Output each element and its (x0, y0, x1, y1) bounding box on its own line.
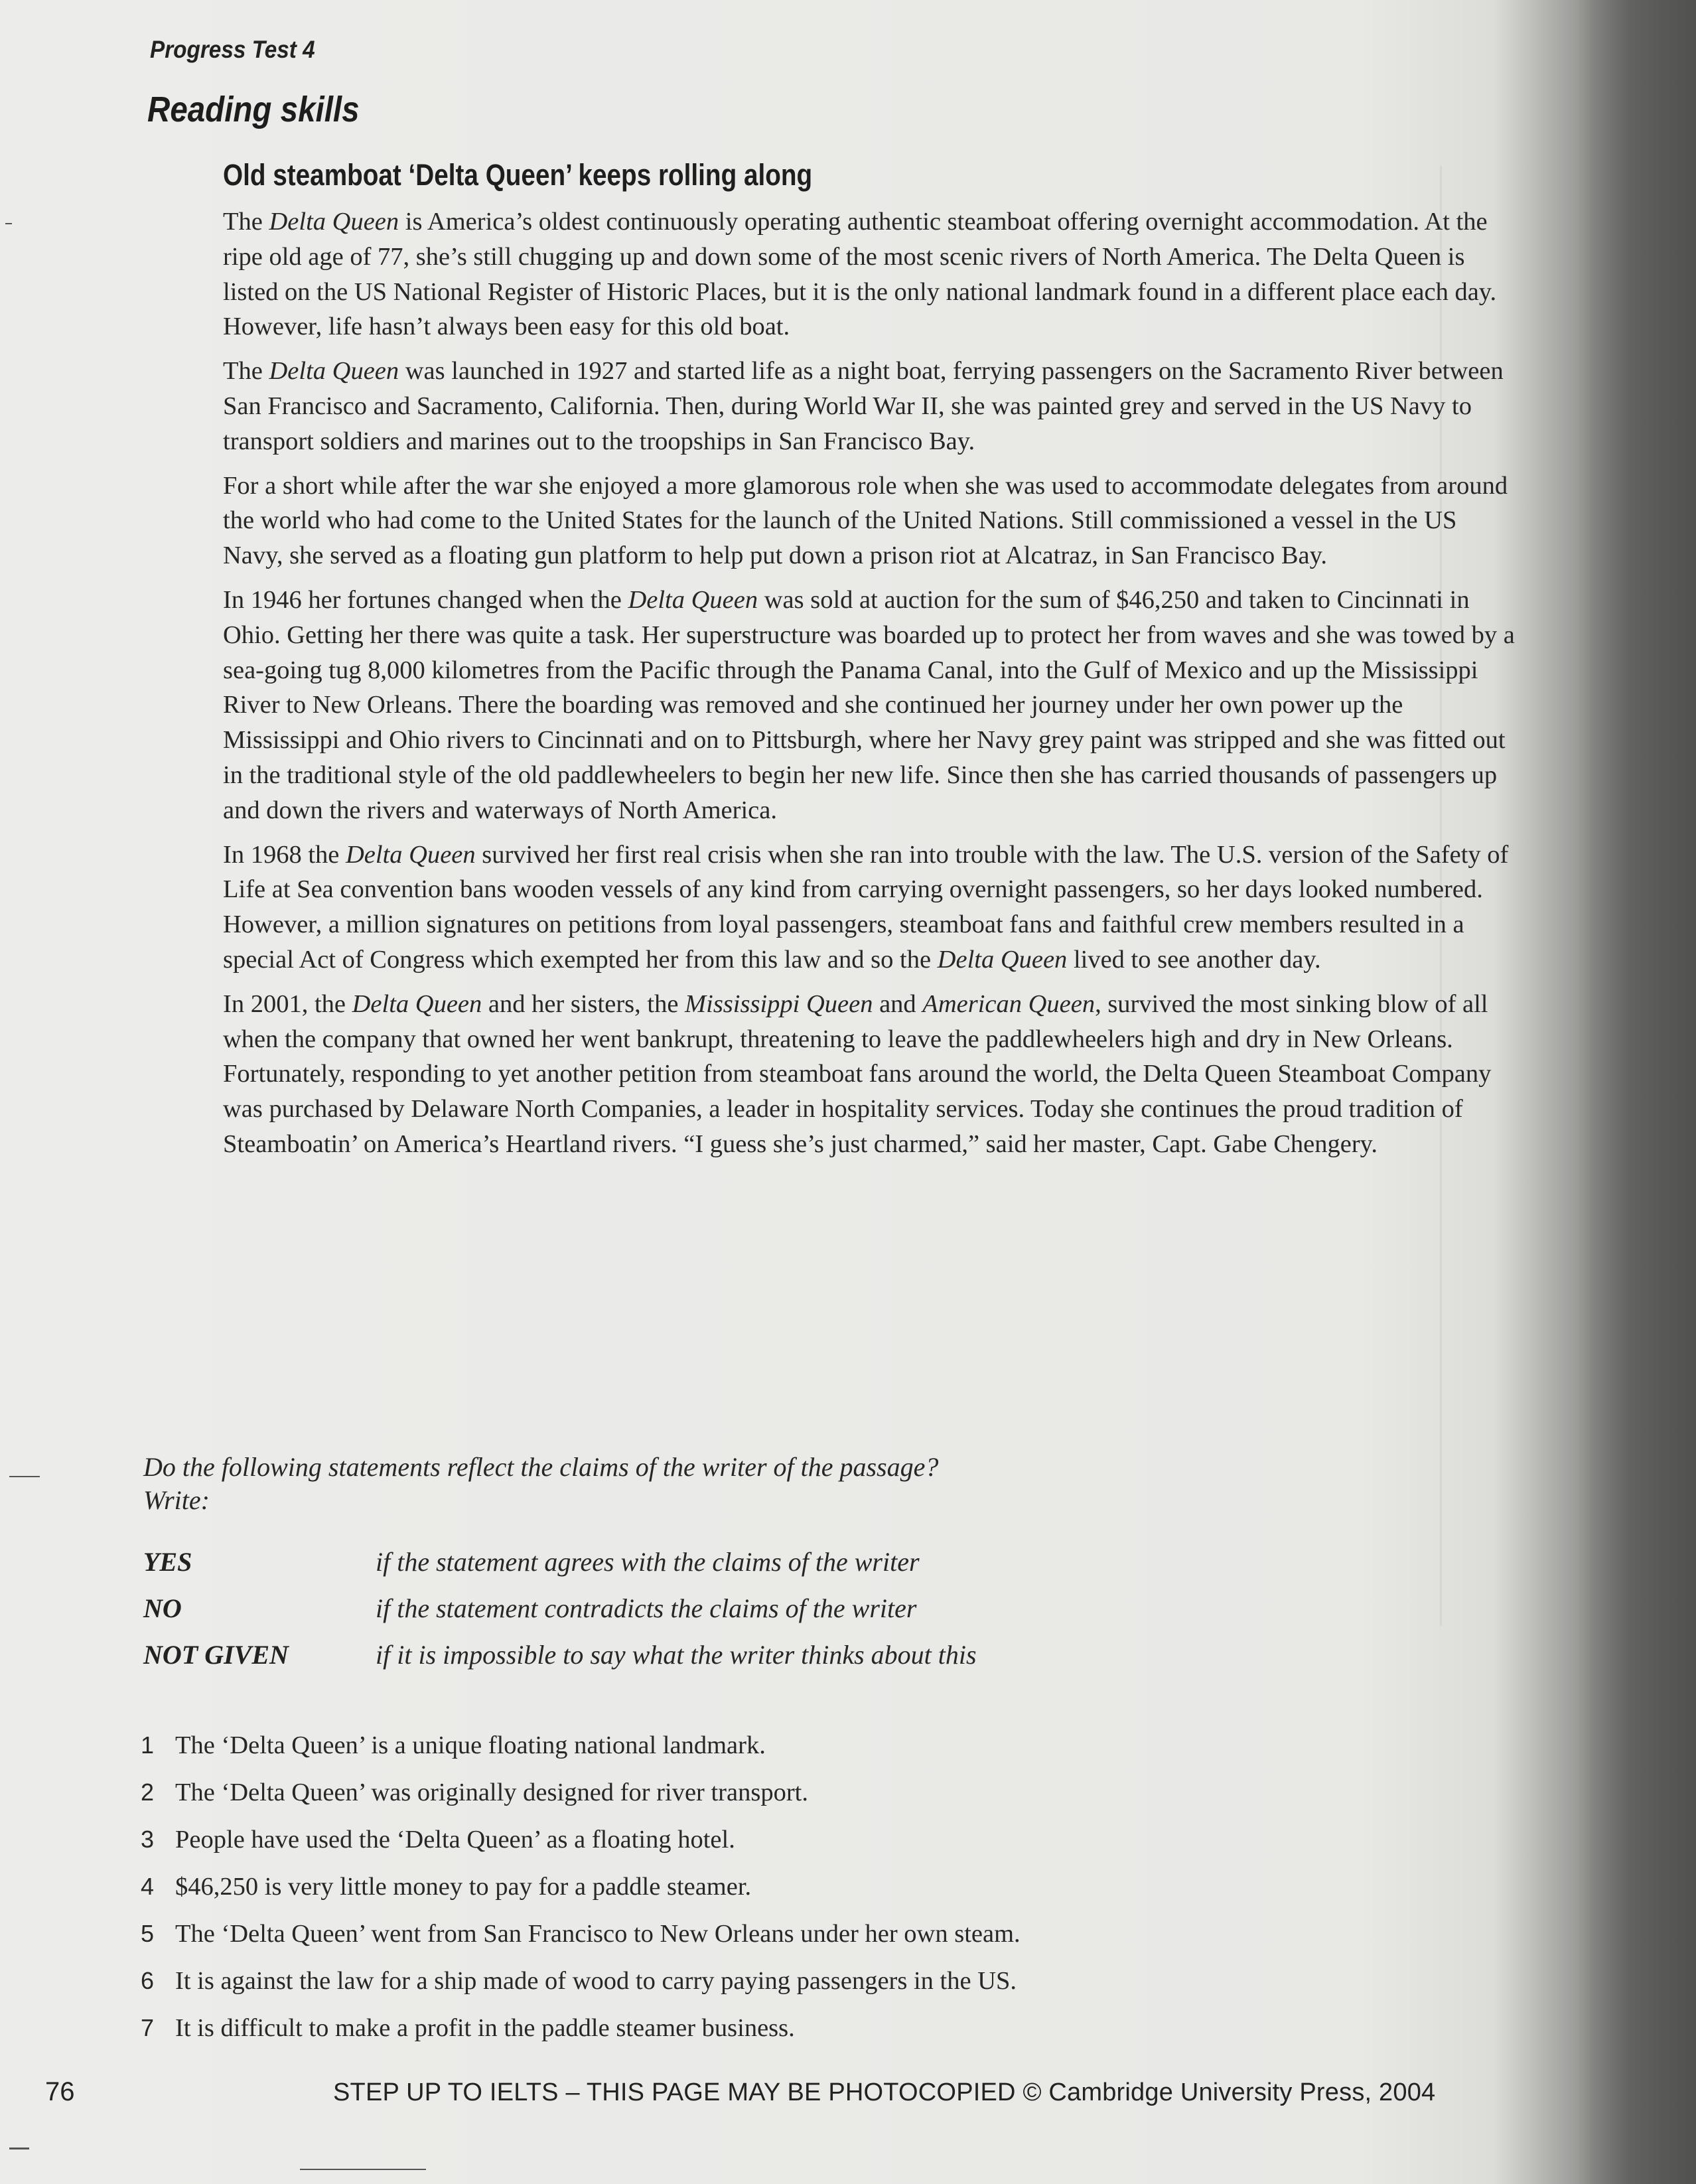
question-number: 3 (141, 1825, 155, 1853)
key-row (143, 1585, 1338, 1631)
key-term: NOT GIVEN (143, 1639, 289, 1670)
scan-mark (300, 2169, 426, 2170)
question-item (141, 1769, 1401, 1816)
question-number: 6 (141, 1966, 155, 1994)
question-item (141, 2004, 1401, 2051)
question-number: 7 (141, 2013, 155, 2041)
copyright-notice: STEP UP TO IELTS – THIS PAGE MAY BE PHOTOCOPIED © Cambridge University Press, 2004 (333, 2078, 1436, 2106)
article-paragraph: For a short while after the war she enjoyed a more glamorous role when she was used to accommodate delegates from around the world who had come to the United States for the launch of the United Nations. Still commissioned a vessel in the US Navy, she served as a floating gun platform to help put down a prison riot at Alcatraz, in San Francisco Bay. (223, 471, 1508, 570)
article-paragraph: The Delta Queen was launched in 1927 and started life as a night boat, ferrying passengers on the Sacramento River between San Francisco and Sacramento, California. Then, during World War II, she was painted grey and served in the US Navy to transport soldiers and marines out to the troopships in San Francisco Bay. (223, 357, 1504, 455)
article-paragraph: The Delta Queen is America’s oldest continuously operating authentic steamboat offering overnight accommodation. At the ripe old age of 77, she’s still chugging up and down some of the most scenic rivers of North America. The Delta Queen is listed on the US National Register of Historic Places, but it is the only national landmark found in a different place each day. However, life hasn’t always been easy for this old boat. (223, 208, 1497, 341)
question-item (141, 1957, 1401, 2004)
running-head: Progress Test 4 (150, 36, 315, 63)
article-paragraph: In 1968 the Delta Queen survived her first real crisis when she ran into trouble with the law. The U.S. version of the Safety of Life at Sea convention bans wooden vessels of any kind from carrying overnight passengers, so her days looked numbered. However, a million signatures on petitions from loyal passengers, steamboat fans and faithful crew members resulted in a special Act of Congress which exempted her from this law and so the Delta Queen lived to see another day. (223, 840, 1509, 974)
article-title: Old steamboat ‘Delta Queen’ keeps rolling along (223, 158, 813, 192)
question-text: The ‘Delta Queen’ was originally designed for river transport. (175, 1778, 808, 1806)
task-instructions (143, 1451, 1338, 1517)
question-item (141, 1721, 1401, 1769)
question-text: It is difficult to make a profit in the paddle steamer business. (175, 2013, 795, 2042)
page-number: 76 (45, 2077, 75, 2106)
question-text: People have used the ‘Delta Queen’ as a floating hotel. (175, 1825, 735, 1854)
article-paragraph: In 1946 her fortunes changed when the Delta Queen was sold at auction for the sum of $46,250 and taken to Cincinnati in Ohio. Getting her there was quite a task. Her superstructure was boarded up to protect her from waves and she was towed by a sea-going tug 8,000 kilometres from the Pacific through the Panama Canal, into the Gulf of Mexico and up the Mississippi River to New Orleans. There the boarding was removed and she continued her journey under her own power up the Mississippi and Ohio rivers to Cincinnati and on to Pittsburgh, where her Navy grey paint was stripped and she was fitted out in the traditional style of the old paddlewheelers to begin her new life. Since then she has carried thousands of passengers up and down the rivers and waterways of North America. (223, 585, 1515, 824)
key-term: NO (143, 1593, 182, 1623)
scan-mark (9, 1476, 40, 1477)
answer-key-legend (143, 1538, 1338, 1678)
article-paragraph: In 2001, the Delta Queen and her sisters, the Mississippi Queen and American Queen, survived the most sinking blow of all when the company that owned her went bankrupt, threatening to leave the paddlewheelers high and dry in New Orleans. Fortunately, responding to yet another petition from steamboat fans around the world, the Delta Queen Steamboat Company was purchased by Delaware North Companies, a leader in hospitality services. Today she continues the proud tradition of Steamboatin’ on America’s Heartland rivers. “I guess she’s just charmed,” said her master, Capt. Gabe Chengery. (223, 989, 1492, 1158)
question-item (141, 1910, 1401, 1957)
article-body (223, 204, 1517, 1162)
question-text: It is against the law for a ship made of wood to carry paying passengers in the US. (175, 1966, 1017, 1995)
question-text: $46,250 is very little money to pay for a paddle steamer. (175, 1872, 752, 1901)
question-number: 5 (141, 1919, 155, 1947)
key-definition: if the statement contradicts the claims of the writer (376, 1593, 917, 1623)
key-row (143, 1538, 1338, 1585)
question-number: 4 (141, 1872, 155, 1900)
page-footer (0, 2077, 1696, 2117)
question-list (141, 1721, 1401, 2051)
question-item (141, 1816, 1401, 1863)
key-definition: if the statement agrees with the claims of the writer (376, 1546, 920, 1577)
question-text: The ‘Delta Queen’ is a unique floating national landmark. (175, 1731, 766, 1759)
key-definition: if it is impossible to say what the writer thinks about this (376, 1639, 977, 1670)
page-binding-shadow (1577, 0, 1696, 2184)
instruction-write: Write: (143, 1485, 210, 1515)
question-number: 2 (141, 1778, 155, 1806)
key-term: YES (143, 1546, 192, 1577)
instruction-question: Do the following statements reflect the claims of the writer of the passage? (143, 1452, 939, 1482)
question-item (141, 1863, 1401, 1910)
scan-mark (9, 2148, 29, 2149)
question-number: 1 (141, 1731, 155, 1759)
article (223, 158, 1517, 1171)
section-title: Reading skills (147, 90, 360, 129)
question-text: The ‘Delta Queen’ went from San Francisco to New Orleans under her own steam. (175, 1919, 1021, 1948)
scan-mark (5, 223, 12, 224)
key-row (143, 1631, 1338, 1678)
